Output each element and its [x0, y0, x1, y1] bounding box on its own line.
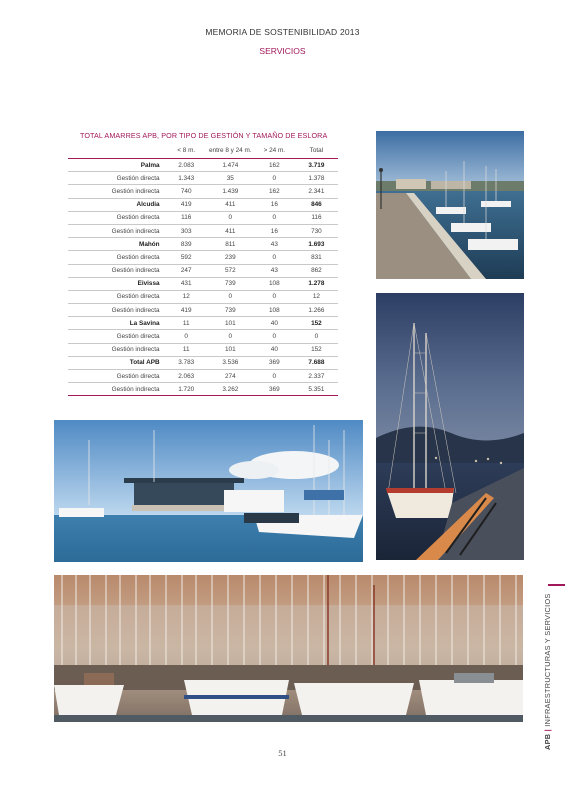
- document-title: MEMORIA DE SOSTENIBILIDAD 2013: [205, 27, 360, 37]
- cell-8-to-24m: 739: [207, 304, 254, 317]
- row-label: Mahón: [68, 238, 166, 251]
- cell-under-8m: 3.783: [166, 356, 207, 369]
- cell-under-8m: 839: [166, 238, 207, 251]
- cell-over-24m: 108: [254, 277, 295, 290]
- cell-8-to-24m: 811: [207, 238, 254, 251]
- table-row-port: [68, 277, 338, 290]
- row-label: Gestión directa: [68, 211, 166, 224]
- table-row-subtotal: [68, 343, 338, 356]
- cell-over-24m: 43: [254, 238, 295, 251]
- cell-over-24m: 369: [254, 356, 295, 369]
- cell-total: 5.351: [295, 383, 338, 396]
- cell-over-24m: 0: [254, 290, 295, 303]
- cell-8-to-24m: 739: [207, 277, 254, 290]
- column-header: entre 8 y 24 m.: [207, 145, 254, 159]
- cell-8-to-24m: 411: [207, 224, 254, 237]
- cell-8-to-24m: 0: [207, 211, 254, 224]
- cell-under-8m: 592: [166, 251, 207, 264]
- cell-over-24m: 43: [254, 264, 295, 277]
- cell-total: 1.693: [295, 238, 338, 251]
- cell-under-8m: 12: [166, 290, 207, 303]
- table-row-subtotal: [68, 370, 338, 383]
- table-row-port: [68, 159, 338, 172]
- cell-over-24m: 0: [254, 172, 295, 185]
- table-row-subtotal: [68, 330, 338, 343]
- cell-over-24m: 0: [254, 211, 295, 224]
- cell-8-to-24m: 3.536: [207, 356, 254, 369]
- column-header: < 8 m.: [166, 145, 207, 159]
- marina-masts-panorama-photo: [54, 575, 523, 722]
- side-prefix: APB: [543, 733, 552, 750]
- side-accent-bar: [548, 584, 565, 586]
- row-label: Palma: [68, 159, 166, 172]
- cell-total: 846: [295, 198, 338, 211]
- page-number: 51: [278, 748, 287, 758]
- cell-total: 2.341: [295, 185, 338, 198]
- cell-8-to-24m: 572: [207, 264, 254, 277]
- row-label: La Savina: [68, 317, 166, 330]
- cell-8-to-24m: 3.262: [207, 383, 254, 396]
- row-label: Total APB: [68, 356, 166, 369]
- cell-total: 862: [295, 264, 338, 277]
- table-title: TOTAL AMARRES APB, POR TIPO DE GESTIÓN Y TAMAÑO DE ESLORA: [80, 131, 328, 140]
- row-label: Gestión directa: [68, 330, 166, 343]
- table-row-subtotal: [68, 383, 338, 396]
- cell-total: 116: [295, 211, 338, 224]
- cell-8-to-24m: 274: [207, 370, 254, 383]
- row-label: Gestión indirecta: [68, 264, 166, 277]
- cell-total: 831: [295, 251, 338, 264]
- cell-under-8m: 1.720: [166, 383, 207, 396]
- table-row-subtotal: [68, 172, 338, 185]
- cell-8-to-24m: 411: [207, 198, 254, 211]
- side-separator: |: [543, 726, 552, 734]
- cell-over-24m: 162: [254, 159, 295, 172]
- row-label: Alcudia: [68, 198, 166, 211]
- cell-under-8m: 11: [166, 317, 207, 330]
- table-header-row: [68, 145, 338, 159]
- cell-over-24m: 0: [254, 370, 295, 383]
- table-row-subtotal: [68, 185, 338, 198]
- cell-over-24m: 108: [254, 304, 295, 317]
- table-row-subtotal: [68, 264, 338, 277]
- cell-under-8m: 116: [166, 211, 207, 224]
- column-header: [68, 145, 166, 159]
- cell-total: 0: [295, 330, 338, 343]
- harbor-promenade-photo: [376, 131, 524, 279]
- cell-8-to-24m: 1.439: [207, 185, 254, 198]
- row-label: Eivissa: [68, 277, 166, 290]
- cell-8-to-24m: 101: [207, 317, 254, 330]
- cell-under-8m: 2.063: [166, 370, 207, 383]
- cell-under-8m: 1.343: [166, 172, 207, 185]
- cell-over-24m: 162: [254, 185, 295, 198]
- cell-under-8m: 431: [166, 277, 207, 290]
- row-label: Gestión indirecta: [68, 185, 166, 198]
- row-label: Gestión directa: [68, 290, 166, 303]
- marina-yachts-photo: [54, 420, 363, 562]
- row-label: Gestión indirecta: [68, 343, 166, 356]
- cell-total: 1.278: [295, 277, 338, 290]
- cell-8-to-24m: 101: [207, 343, 254, 356]
- cell-total: 1.266: [295, 304, 338, 317]
- table-row-port: [68, 317, 338, 330]
- table-body: [68, 159, 338, 396]
- cell-over-24m: 369: [254, 383, 295, 396]
- amarres-table: [68, 145, 338, 396]
- cell-over-24m: 16: [254, 198, 295, 211]
- table-row-grand-total: [68, 356, 338, 369]
- cell-under-8m: 419: [166, 198, 207, 211]
- table-row-subtotal: [68, 251, 338, 264]
- row-label: Gestión directa: [68, 370, 166, 383]
- row-label: Gestión indirecta: [68, 383, 166, 396]
- column-header: > 24 m.: [254, 145, 295, 159]
- cell-over-24m: 40: [254, 317, 295, 330]
- row-label: Gestión directa: [68, 172, 166, 185]
- cell-under-8m: 2.083: [166, 159, 207, 172]
- cell-under-8m: 247: [166, 264, 207, 277]
- sailing-ship-photo: [376, 293, 524, 560]
- cell-total: 7.688: [295, 356, 338, 369]
- cell-over-24m: 0: [254, 330, 295, 343]
- cell-total: 730: [295, 224, 338, 237]
- cell-8-to-24m: 239: [207, 251, 254, 264]
- table-row-port: [68, 198, 338, 211]
- side-text: INFRAESTRUCTURAS Y SERVICIOS: [543, 593, 552, 727]
- cell-under-8m: 303: [166, 224, 207, 237]
- cell-total: 12: [295, 290, 338, 303]
- table-row-subtotal: [68, 304, 338, 317]
- column-header: Total: [295, 145, 338, 159]
- cell-under-8m: 0: [166, 330, 207, 343]
- table-row-port: [68, 238, 338, 251]
- cell-total: 3.719: [295, 159, 338, 172]
- cell-under-8m: 419: [166, 304, 207, 317]
- cell-8-to-24m: 0: [207, 290, 254, 303]
- cell-total: 2.337: [295, 370, 338, 383]
- table-row-subtotal: [68, 290, 338, 303]
- cell-8-to-24m: 1.474: [207, 159, 254, 172]
- cell-under-8m: 740: [166, 185, 207, 198]
- row-label: Gestión directa: [68, 251, 166, 264]
- row-label: Gestión indirecta: [68, 304, 166, 317]
- section-title: SERVICIOS: [259, 46, 306, 56]
- table-row-subtotal: [68, 224, 338, 237]
- cell-total: 152: [295, 343, 338, 356]
- cell-over-24m: 40: [254, 343, 295, 356]
- cell-total: 152: [295, 317, 338, 330]
- cell-over-24m: 16: [254, 224, 295, 237]
- cell-8-to-24m: 35: [207, 172, 254, 185]
- side-chapter-label: [541, 593, 555, 750]
- row-label: Gestión indirecta: [68, 224, 166, 237]
- table-row-subtotal: [68, 211, 338, 224]
- cell-8-to-24m: 0: [207, 330, 254, 343]
- cell-total: 1.378: [295, 172, 338, 185]
- cell-over-24m: 0: [254, 251, 295, 264]
- cell-under-8m: 11: [166, 343, 207, 356]
